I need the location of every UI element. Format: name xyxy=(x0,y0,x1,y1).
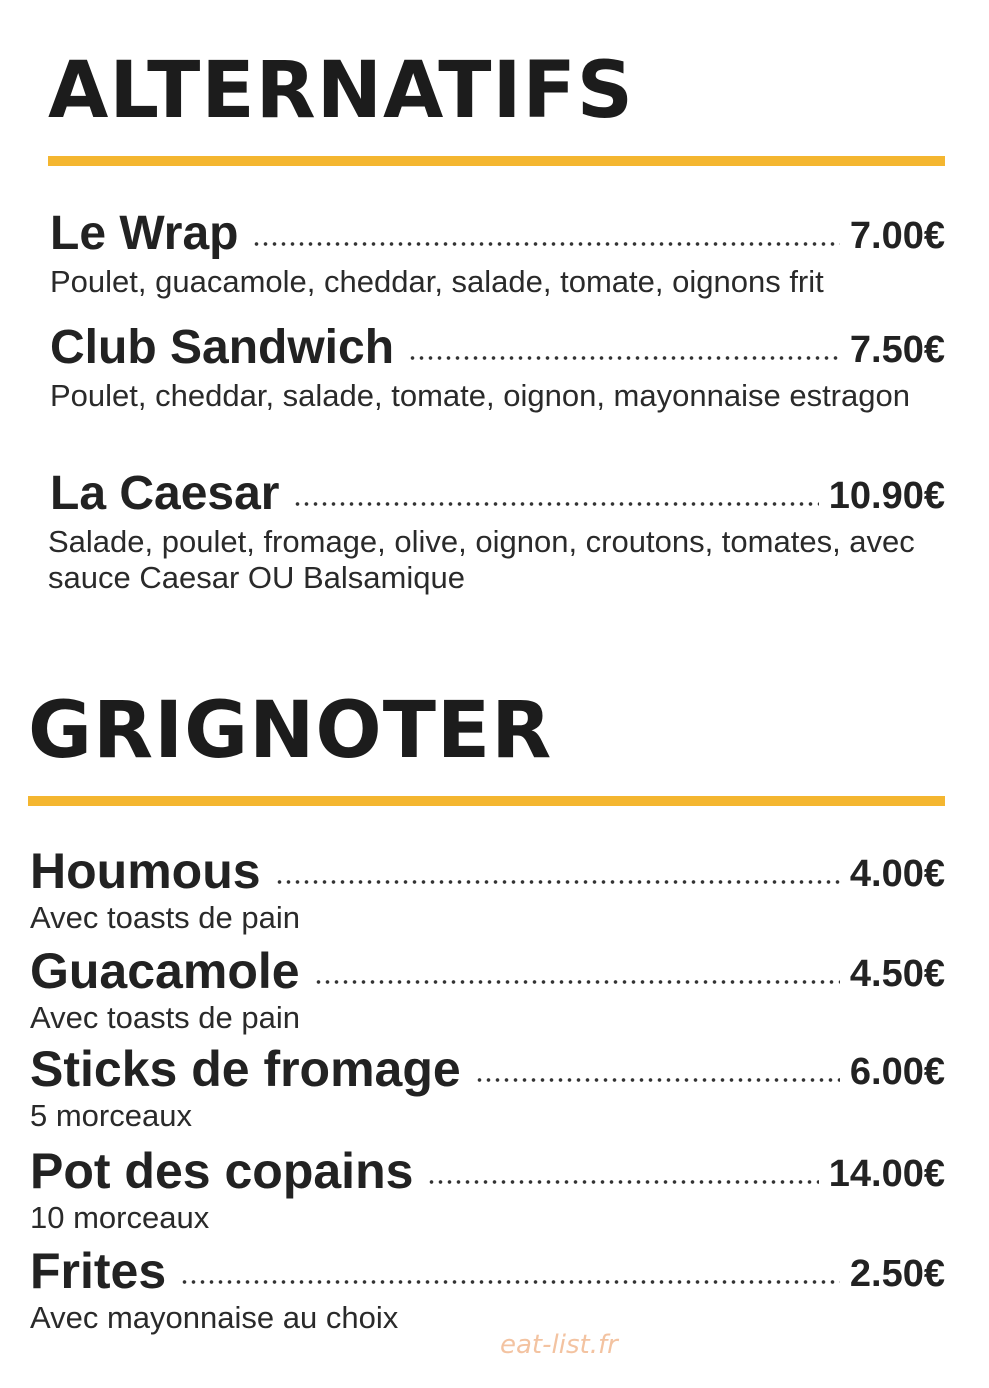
item-price: 10.90€ xyxy=(828,475,945,517)
section-divider-grignoter xyxy=(28,796,945,806)
item-name: Frites xyxy=(30,1243,167,1299)
section-title-grignoter: GRIGNOTER xyxy=(28,686,553,776)
menu-item-frites xyxy=(30,1243,945,1336)
item-name: Club Sandwich xyxy=(50,321,395,374)
item-description: Avec toasts de pain xyxy=(30,900,300,935)
item-name: Pot des copains xyxy=(30,1143,414,1199)
dot-leader xyxy=(275,877,840,887)
item-price: 14.00€ xyxy=(828,1153,945,1195)
item-description: Poulet, cheddar, salade, tomate, oignon, mayonnaise estragon xyxy=(50,378,910,413)
menu-item-sticks-de-fromage xyxy=(30,1041,945,1134)
item-description: Salade, poulet, fromage, olive, oignon, croutons, tomates, avec sauce Caesar OU Balsamique xyxy=(48,524,915,595)
section-title-alternatifs: ALTERNATIFS xyxy=(48,46,634,136)
item-price: 7.00€ xyxy=(849,215,945,257)
menu-item-pot-des-copains xyxy=(30,1143,945,1236)
item-name: Houmous xyxy=(30,843,261,899)
item-name: Guacamole xyxy=(30,943,300,999)
item-description: Poulet, guacamole, cheddar, salade, tomate, oignons frit xyxy=(50,264,824,299)
section-divider-alternatifs xyxy=(48,156,945,166)
watermark: eat-list.fr xyxy=(500,1330,618,1360)
dot-leader xyxy=(252,239,839,249)
dot-leader xyxy=(314,977,840,987)
item-description: Avec toasts de pain xyxy=(30,1000,300,1035)
dot-leader xyxy=(427,1177,818,1187)
menu-item-le-wrap xyxy=(50,207,945,300)
item-name: La Caesar xyxy=(50,467,280,520)
item-price: 2.50€ xyxy=(849,1253,945,1295)
dot-leader xyxy=(475,1075,840,1085)
item-price: 7.50€ xyxy=(849,329,945,371)
item-name: Sticks de fromage xyxy=(30,1041,461,1097)
menu-item-houmous xyxy=(30,843,945,936)
item-description: 10 morceaux xyxy=(30,1200,210,1235)
dot-leader xyxy=(408,353,840,363)
dot-leader xyxy=(180,1277,840,1287)
item-description: Avec mayonnaise au choix xyxy=(30,1300,399,1335)
dot-leader xyxy=(293,499,818,509)
item-description: 5 morceaux xyxy=(30,1098,192,1133)
item-price: 6.00€ xyxy=(849,1051,945,1093)
item-price: 4.50€ xyxy=(849,953,945,995)
menu-item-la-caesar xyxy=(48,467,945,596)
item-name: Le Wrap xyxy=(50,207,239,260)
menu-item-guacamole xyxy=(30,943,945,1036)
menu-item-club-sandwich xyxy=(50,321,945,414)
item-price: 4.00€ xyxy=(849,853,945,895)
